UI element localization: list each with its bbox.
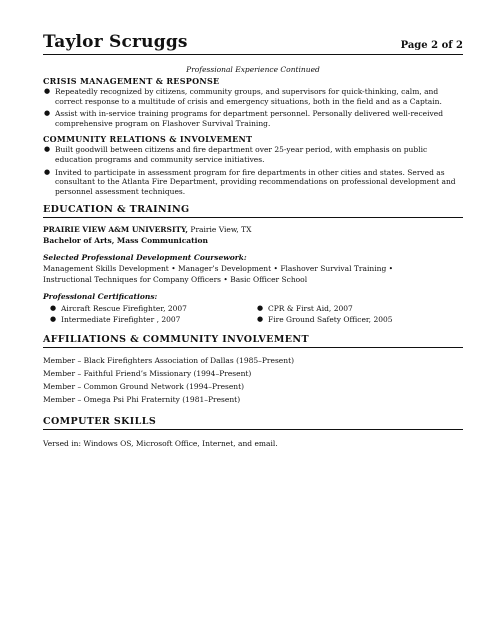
computer-skills-text: Versed in: Windows OS, Microsoft Office, Internet, and email.	[43, 438, 278, 448]
list-item	[43, 109, 463, 128]
bullet-icon: ●	[44, 87, 51, 95]
school-line	[43, 224, 463, 235]
certifications-heading: Professional Certifications:	[43, 292, 158, 302]
list-item	[43, 145, 463, 164]
computer-heading: COMPUTER SKILLS	[43, 416, 463, 430]
education-heading: EDUCATION & TRAINING	[43, 204, 463, 218]
page-number: Page 2 of 2	[400, 40, 463, 51]
list-item	[256, 304, 463, 314]
list-item	[49, 315, 256, 325]
bullet-icon: ●	[44, 145, 51, 154]
resume-page	[43, 30, 463, 449]
community-list	[43, 145, 463, 196]
continued-label: Professional Experience Continued	[186, 65, 320, 74]
bullet-icon: ●	[50, 314, 57, 323]
list-item: Member – Black Firefighters Association of Dallas (1985–Present)	[43, 355, 295, 365]
list-item-text: Built goodwill between citizens and fire department over 25-year period, with emphasis on public education programs and community service initiatives.	[55, 145, 428, 164]
list-item	[49, 304, 256, 314]
certifications-left	[43, 304, 256, 325]
list-item-text: CPR & First Aid, 2007	[268, 304, 353, 314]
certifications-right	[256, 304, 463, 325]
list-item-text: Aircraft Rescue Firefighter, 2007	[61, 304, 187, 314]
bullet-icon: ●	[257, 304, 264, 313]
list-item: Member – Common Ground Network (1994–Present)	[43, 381, 245, 391]
coursework-line: Management Skills Development • Manager’s Development • Flashover Survival Training •	[43, 264, 394, 274]
bullet-icon: ●	[44, 167, 51, 176]
school-name: PRAIRIE VIEW A&M UNIVERSITY,	[43, 225, 189, 235]
list-item-text: Invited to participate in assessment program for fire departments in other cities and states. Served as consultant to the Atlanta Fire Department, providing recommendations on professional development and personnel assessment techniques.	[55, 167, 456, 196]
bullet-icon: ●	[50, 304, 57, 313]
coursework-line: Instructional Techniques for Company Officers • Basic Officer School	[43, 275, 308, 285]
list-item	[43, 168, 463, 197]
coursework-heading: Selected Professional Development Coursework:	[43, 253, 247, 263]
list-item	[43, 87, 463, 106]
bullet-icon: ●	[257, 314, 264, 323]
affiliations-heading: AFFILIATIONS & COMMUNITY INVOLVEMENT	[43, 334, 463, 348]
certifications-list	[43, 303, 463, 325]
affiliations-list	[43, 354, 463, 406]
candidate-name: Taylor Scruggs	[43, 32, 188, 52]
crisis-list	[43, 87, 463, 128]
crisis-heading: CRISIS MANAGEMENT & RESPONSE	[43, 76, 220, 86]
list-item-text: Assist with in-service training programs for department personnel. Personally delivered well-received comprehensive program on Flashover Survival Training.	[55, 109, 443, 128]
list-item	[256, 315, 463, 325]
page-header	[43, 30, 463, 55]
bullet-icon: ●	[44, 109, 51, 118]
community-heading: COMMUNITY RELATIONS & INVOLVEMENT	[43, 134, 253, 145]
list-item-text: Intermediate Firefighter , 2007	[61, 314, 181, 324]
list-item: Member – Omega Psi Phi Fraternity (1981–Present)	[43, 394, 241, 404]
school-location: Prairie View, TX	[188, 225, 252, 235]
list-item-text: Repeatedly recognized by citizens, community groups, and supervisors for quick-thinking, calm, and correct response to a multitude of crisis and emergency situations, both in the field and as a Captain.	[55, 87, 442, 106]
list-item-text: Fire Ground Safety Officer, 2005	[268, 314, 393, 324]
list-item: Member – Faithful Friend’s Missionary (1994–Present)	[43, 368, 252, 378]
degree: Bachelor of Arts, Mass Communication	[43, 236, 208, 246]
